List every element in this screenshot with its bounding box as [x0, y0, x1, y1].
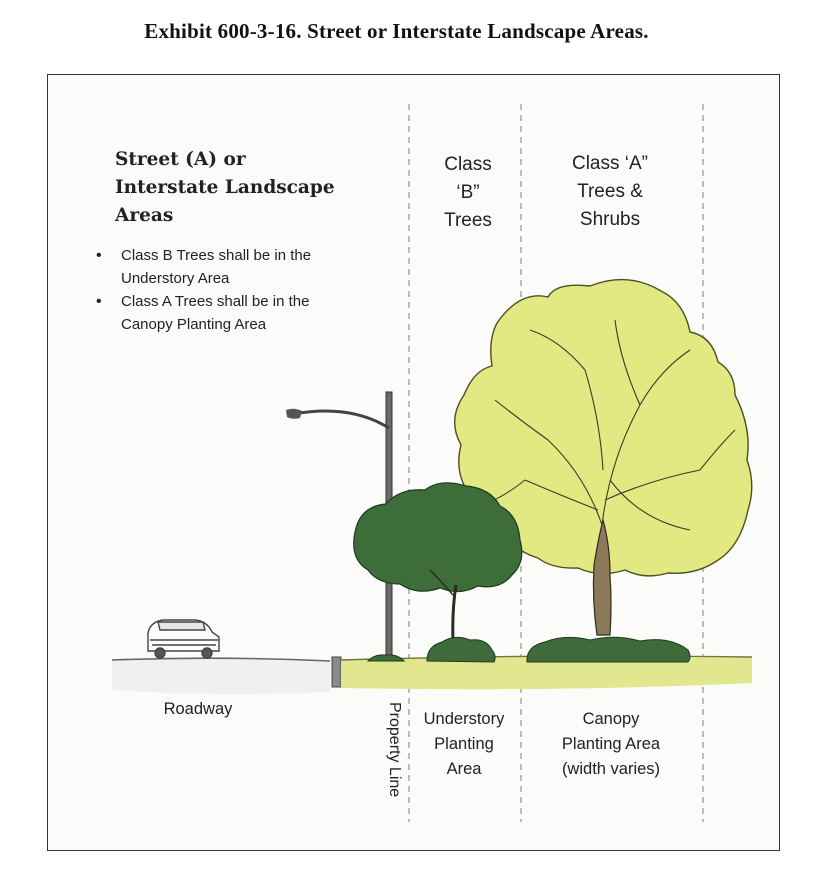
roadway-label: Roadway: [163, 700, 233, 718]
heading-line-1: Street (A) or: [115, 149, 246, 170]
car-icon: [148, 620, 219, 658]
roadway-surface: [112, 658, 330, 694]
understory-area-label: Understory Planting Area: [423, 710, 505, 778]
list-item: • Class A Trees shall be in the Canopy Planting Area: [96, 290, 366, 336]
curb: [332, 657, 341, 687]
heading-line-3: Areas: [115, 205, 174, 226]
heading-line-2: Interstate Landscape: [115, 177, 335, 198]
requirements-list: [96, 244, 366, 336]
diagram-heading: [115, 146, 375, 230]
exhibit-title: Exhibit 600-3-16. Street or Interstate Landscape Areas.: [144, 19, 649, 43]
class-a-column-label: Class ‘A” Trees & Shrubs: [571, 153, 648, 230]
canopy-area-label: Canopy Planting Area (width varies): [561, 710, 661, 778]
class-b-column-label: Class ‘B” Trees: [444, 154, 492, 231]
class-b-tree-icon: [354, 483, 522, 640]
property-line-label: Property Line: [386, 702, 403, 798]
list-item: • Class B Trees shall be in the Understory Area: [96, 244, 366, 290]
